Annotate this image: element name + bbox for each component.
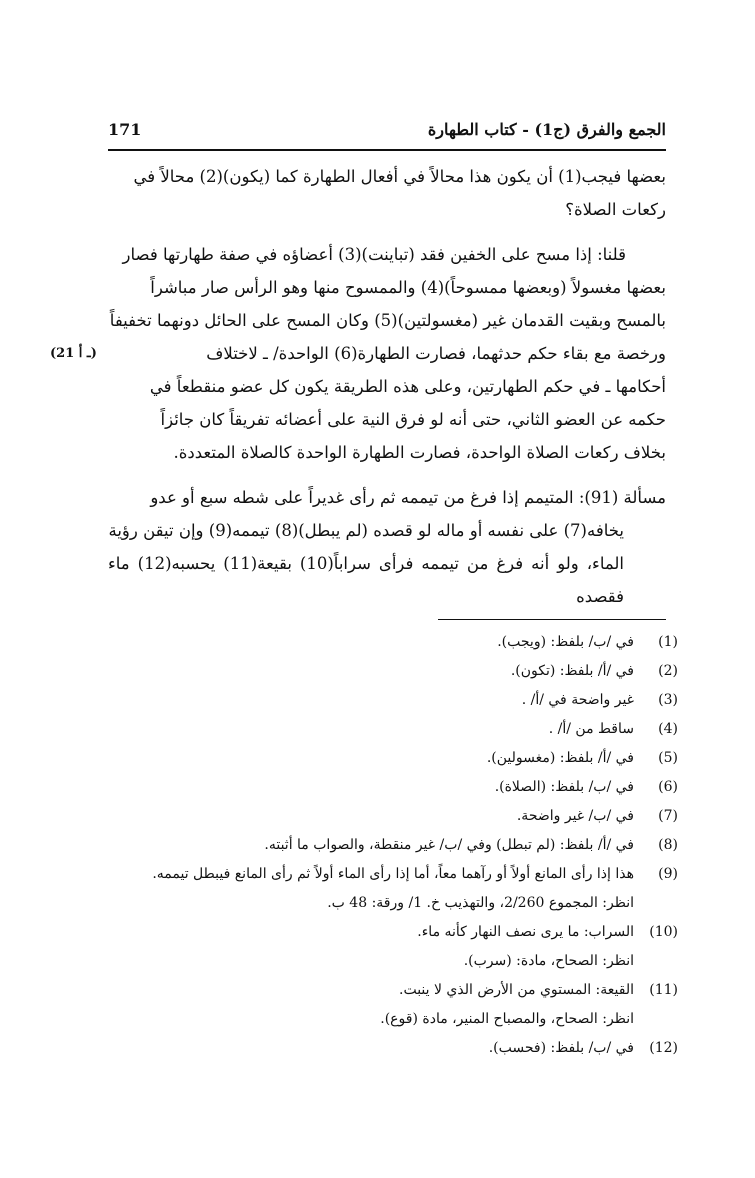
footnote-item bbox=[108, 715, 678, 744]
footnote-text: القيعة: المستوي من الأرض الذي لا ينبت. bbox=[399, 982, 634, 998]
footnote-continuation: انظر: الصحاح، والمصباح المنير، مادة (قوع). bbox=[380, 1011, 634, 1027]
footnote-number: (10) bbox=[649, 924, 678, 940]
footnote-text: في /ب/ بلفظ: (الصلاة). bbox=[494, 779, 634, 795]
footnote-continuation: انظر: الصحاح، مادة: (سرب). bbox=[463, 953, 634, 969]
footnote-item bbox=[108, 686, 678, 715]
text-line: ورخصة مع بقاء حكم حدثهما، فصارت الطهارة(6) الواحدة/ ـ لاختلاف bbox=[206, 344, 666, 363]
text-line: أحكامها ـ في حكم الطهارتين، وعلى هذه الطريقة يكون كل عضو منقطعاً في bbox=[149, 377, 666, 396]
footnote-text: غير واضحة في /أ/ . bbox=[521, 692, 634, 708]
page-header bbox=[108, 120, 666, 144]
footnote-number: (11) bbox=[649, 982, 678, 998]
footnote-item bbox=[108, 802, 678, 831]
footnote-text: في /ب/ بلفظ: (ويجب). bbox=[497, 634, 634, 650]
text-line: ركعات الصلاة؟ bbox=[565, 200, 666, 219]
footnote-text: في /ب/ غير واضحة. bbox=[516, 808, 634, 824]
footnote-item bbox=[108, 1034, 678, 1063]
text-line: مسألة (91): المتيمم إذا فرغ من تيممه ثم رأى غديراً على شطه سبع أو عدو bbox=[150, 488, 666, 507]
footnote-number: (7) bbox=[658, 808, 678, 824]
footnote-item bbox=[108, 976, 678, 1005]
footnote-item bbox=[108, 657, 678, 686]
main-text bbox=[50, 160, 666, 613]
text-line: بعضها فيجب(1) أن يكون هذا محالاً في أفعال الطهارة كما (يكون)(2) محالاً في bbox=[133, 167, 666, 186]
footnote-text: في /ب/ بلفظ: (فحسب). bbox=[488, 1040, 634, 1056]
text-line: بعضها مغسولاً (وبعضها ممسوحاً)(4) والممسوح منها وهو الرأس صار مباشراً bbox=[150, 278, 666, 297]
footnote-item bbox=[108, 744, 678, 773]
footnote-number: (1) bbox=[658, 634, 678, 650]
footnote-number: (8) bbox=[658, 837, 678, 853]
footnote-text: هذا إذا رأى المانع أولاً أو رآهما معاً، أما إذا رأى الماء أولاً ثم رأى المانع فيبطل تيممه. bbox=[152, 866, 634, 882]
footnote-item bbox=[108, 918, 678, 947]
footnote-rule bbox=[438, 619, 666, 620]
margin-folio-note: (21 ـ أ) bbox=[50, 346, 97, 361]
footnote-text: السراب: ما يرى نصف النهار كأنه ماء. bbox=[417, 924, 634, 940]
footnote-number: (2) bbox=[658, 663, 678, 679]
paragraph-3 bbox=[108, 481, 666, 613]
footnotes bbox=[108, 628, 678, 1063]
footnote-number: (3) bbox=[658, 692, 678, 708]
running-title: الجمع والفرق (ج1) - كتاب الطهارة bbox=[427, 120, 666, 139]
text-line: قلنا: إذا مسح على الخفين فقد (تباينت)(3) أعضاؤه في صفة طهارتها فصار bbox=[122, 245, 626, 264]
footnote-number: (6) bbox=[658, 779, 678, 795]
paragraph-2 bbox=[50, 238, 666, 469]
footnote-item bbox=[108, 860, 678, 889]
footnote-item bbox=[108, 628, 678, 657]
footnote-number: (9) bbox=[658, 866, 678, 882]
footnote-item bbox=[108, 831, 678, 860]
footnote-text: في /أ/ بلفظ: (تكون). bbox=[510, 663, 634, 679]
footnote-text: في /أ/ بلفظ: (لم تبطل) وفي /ب/ غير منقطة، والصواب ما أثبته. bbox=[264, 837, 634, 853]
footnote-number: (5) bbox=[658, 750, 678, 766]
footnote-number: (4) bbox=[658, 721, 678, 737]
footnote-item bbox=[108, 773, 678, 802]
footnote-text: في /أ/ بلفظ: (مغسولين). bbox=[486, 750, 634, 766]
paragraph-1 bbox=[108, 160, 666, 226]
footnote-number: (12) bbox=[649, 1040, 678, 1056]
header-rule bbox=[108, 149, 666, 151]
footnote-text: ساقط من /أ/ . bbox=[548, 721, 634, 737]
text-line: بخلاف ركعات الصلاة الواحدة، فصارت الطهارة الواحدة كالصلاة المتعددة. bbox=[173, 443, 666, 462]
text-line: حكمه عن العضو الثاني، حتى أنه لو فرق النية على أعضائه تفريقاً كان جائزاً bbox=[160, 410, 666, 429]
page-number: 171 bbox=[108, 120, 142, 139]
text-line: يخافه(7) على نفسه أو ماله لو قصده (لم يبطل)(8) تيممه(9) وإن تيقن رؤية bbox=[108, 521, 624, 540]
footnote-continuation: انظر: المجموع 2/260، والتهذيب خ. 1/ ورقة: 48 ب. bbox=[327, 895, 634, 911]
text-line: بالمسح وبقيت القدمان غير (مغسولتين)(5) وكان المسح على الحائل دونهما تخفيفاً bbox=[109, 311, 666, 330]
text-line: الماء، ولو أنه فرغ من تيممه فرأى سراباً(10) بقيعة(11) يحسبه(12) ماء فقصده bbox=[108, 554, 624, 606]
